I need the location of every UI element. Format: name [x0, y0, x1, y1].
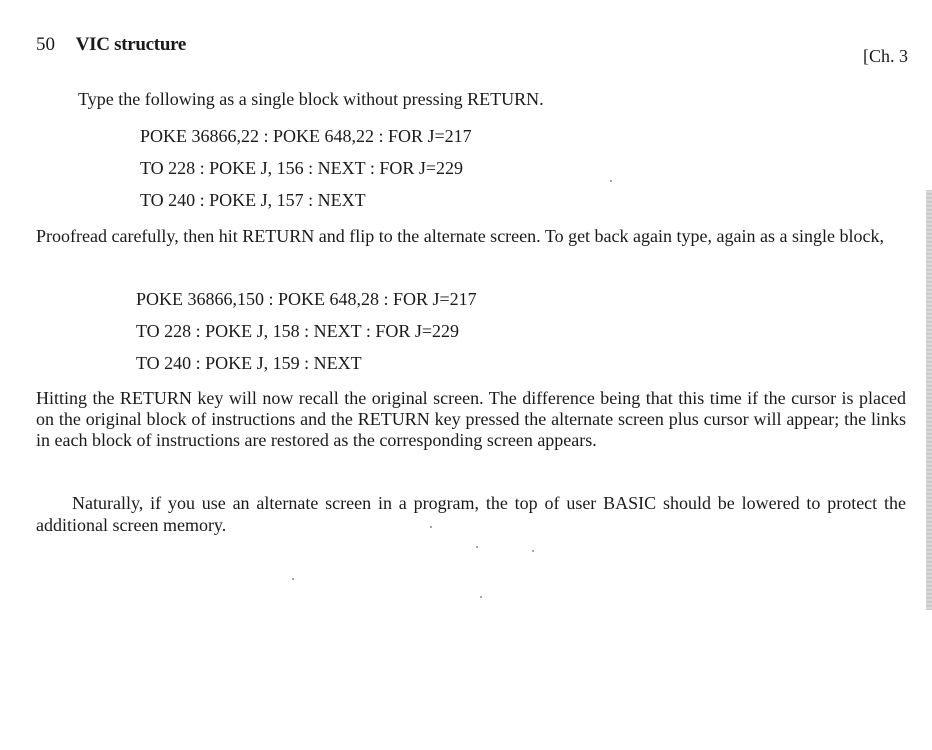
chapter-reference: [Ch. 3	[863, 46, 908, 66]
paragraph-hitting: Hitting the RETURN key will now recall the original screen. The difference being that this time if the cursor is placed on the original block of instructions and the RETURN key pressed the alternate screen plus cursor will appear; the links in each block of instructions are restored as the corresponding screen appears.	[36, 388, 906, 450]
code-line: TO 228 : POKE J, 158 : NEXT : FOR J=229	[136, 321, 460, 341]
code-block-2	[136, 283, 477, 379]
running-title: VIC structure	[75, 34, 187, 55]
scan-speck	[610, 180, 612, 182]
code-line: TO 240 : POKE J, 159 : NEXT	[136, 353, 362, 373]
paragraph-naturally: Naturally, if you use an alternate screen in a program, the top of user BASIC should be lowered to protect the additional screen memory.	[36, 493, 906, 535]
code-line: TO 228 : POKE J, 156 : NEXT : FOR J=229	[140, 158, 464, 178]
code-line: POKE 36866,22 : POKE 648,22 : FOR J=217	[140, 126, 472, 146]
scan-speck	[292, 578, 294, 580]
code-line: TO 240 : POKE J, 157 : NEXT	[140, 190, 366, 210]
paragraph-proofread: Proofread carefully, then hit RETURN and flip to the alternate screen. To get back again type, again as a single block,	[36, 226, 884, 246]
page-number: 50	[36, 34, 55, 55]
page-header	[36, 34, 186, 56]
code-line: POKE 36866,150 : POKE 648,28 : FOR J=217	[136, 289, 477, 309]
page-edge-shadow	[926, 190, 932, 610]
scan-speck	[430, 526, 432, 528]
code-block-1	[140, 120, 472, 216]
scan-speck	[480, 596, 482, 598]
scan-speck	[532, 550, 534, 552]
scan-speck	[476, 546, 478, 548]
intro-sentence: Type the following as a single block without pressing RETURN.	[78, 89, 544, 109]
